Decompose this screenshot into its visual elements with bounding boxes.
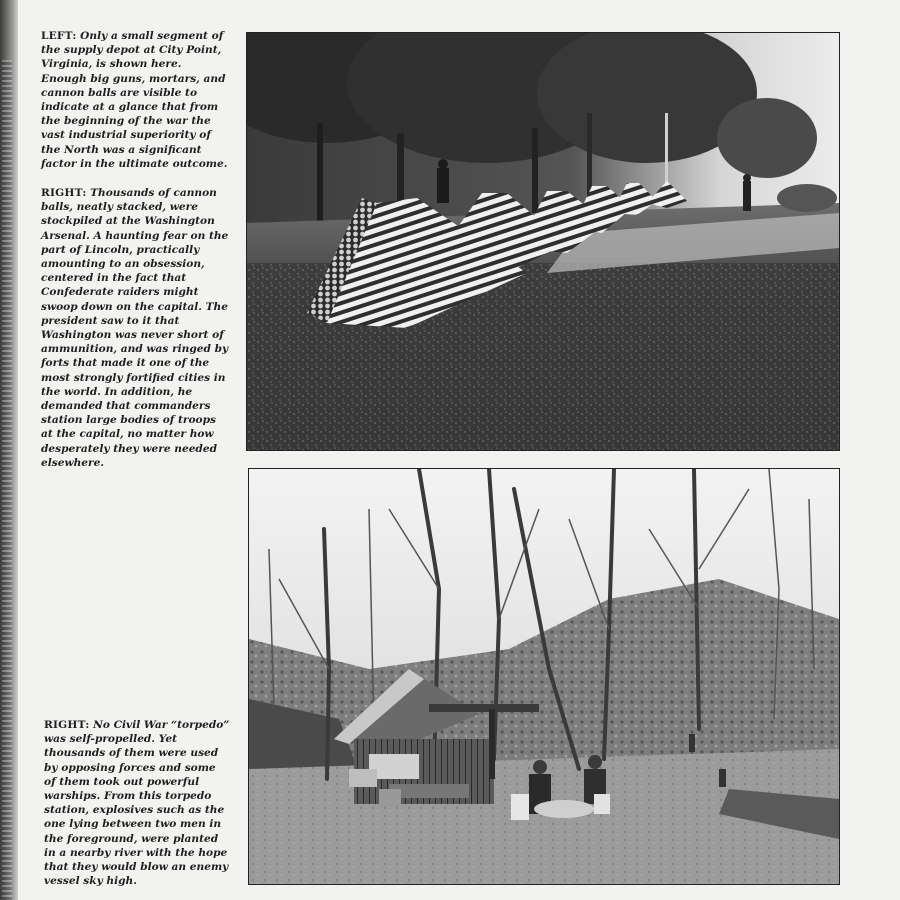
caption-lead: RIGHT: bbox=[44, 719, 90, 731]
caption-text: No Civil War “torpedo” was self-propelled. Yet thousands of them were used by opposing forces and some of them took out powerful warships. From this torpedo station, explosives such as the one lying between two men in the foreground, were planted in a nearby river with the hope that they would blow an enemy vessel sky high. bbox=[44, 719, 230, 888]
caption-right-cannon-balls bbox=[41, 186, 231, 470]
caption-lead: RIGHT: bbox=[41, 187, 87, 199]
caption-text: Thousands of cannon balls, neatly stacked, were stockpiled at the Washington Arsenal. A haunting fear on the part of Lincoln, practically amounting to an obsession, centered in the fact that Confederate raiders might swoop down on the capital. The president saw to it that Washington was never short of ammunition, and was ringed by forts that made it one of the most strongly fortified cities in the world. In addition, he demanded that commanders station large bodies of troops at the capital, no matter how desperately they were needed elsewhere. bbox=[41, 187, 229, 469]
caption-right-torpedo bbox=[44, 718, 230, 888]
book-spine bbox=[0, 0, 18, 900]
caption-left-supply-depot bbox=[41, 29, 229, 171]
caption-text: Only a small segment of the supply depot at City Point, Virginia, is shown here. Enough big guns, mortars, and cannon balls are visible to indicate at a glance that from the beginning of the war the vast industrial superiority of the North was a significant factor in the ultimate outcome. bbox=[41, 30, 228, 170]
caption-lead: LEFT: bbox=[41, 30, 77, 42]
photo-torpedo-station bbox=[248, 468, 840, 885]
photo-cannonball-stacks bbox=[246, 32, 840, 451]
